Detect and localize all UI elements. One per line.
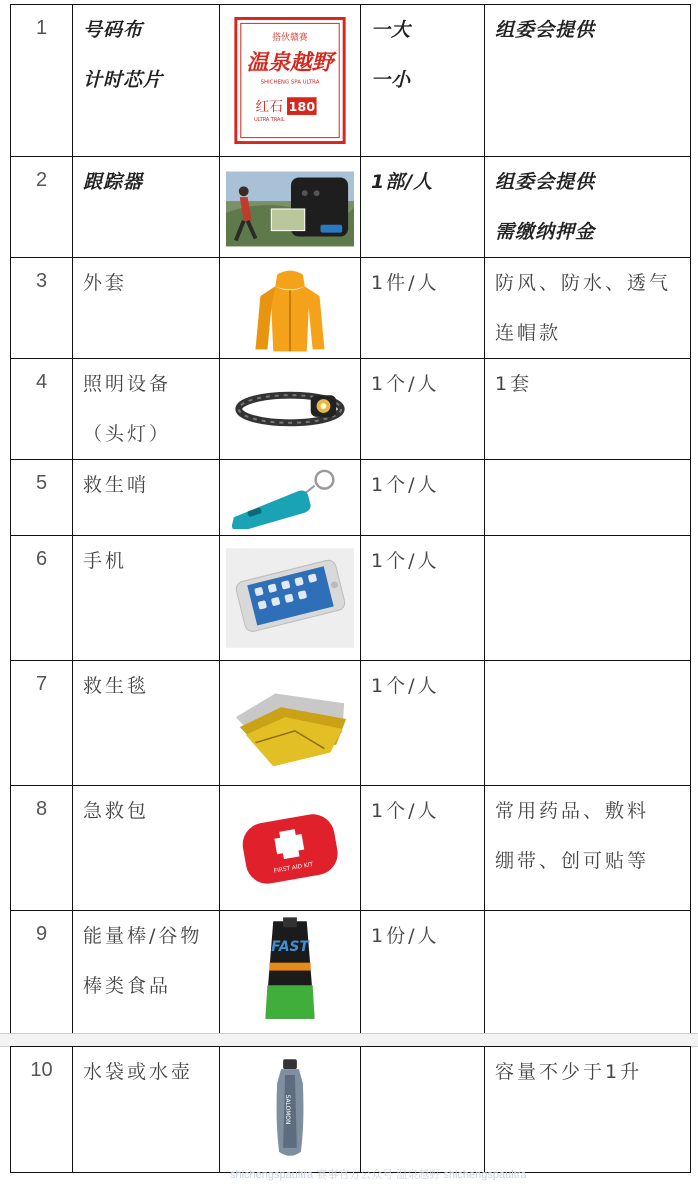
table-row	[11, 1047, 691, 1173]
item-image-cell	[220, 536, 361, 661]
item-quantity	[361, 911, 485, 1036]
watermark: shichengspaultra 赛事官方公众号 温泉越野 shichengspaultra	[230, 1169, 527, 1181]
item-name-line: 跟踪器	[83, 171, 144, 193]
item-note	[485, 5, 691, 157]
table-row	[11, 5, 691, 157]
page-break-separator	[0, 1033, 698, 1047]
table-row	[11, 786, 691, 911]
item-note	[485, 258, 691, 359]
item-name-line: 照明设备	[83, 373, 172, 395]
row-number: 4	[11, 359, 73, 460]
item-note-line: 连帽款	[495, 322, 562, 344]
item-note-line: 需缴纳押金	[495, 221, 596, 243]
row-number: 6	[11, 536, 73, 661]
svg-text:温泉越野: 温泉越野	[246, 50, 334, 76]
item-note	[485, 661, 691, 786]
item-quantity-line: 1个/人	[371, 474, 440, 496]
table-row	[11, 460, 691, 536]
item-quantity	[361, 258, 485, 359]
item-note-line: 绷带、创可贴等	[495, 850, 650, 872]
soft-flask-photo	[226, 1053, 354, 1166]
item-name-line: 能量棒/谷物	[83, 925, 203, 947]
svg-text:SALOMON: SALOMON	[284, 1094, 291, 1125]
item-note-line: 组委会提供	[495, 19, 596, 41]
item-quantity-line: 1部/人	[371, 171, 434, 193]
item-name	[73, 786, 220, 911]
item-name	[73, 1047, 220, 1173]
item-name-line: 救生哨	[83, 474, 150, 496]
row-number: 9	[11, 911, 73, 1036]
item-quantity-line: 1个/人	[371, 550, 440, 572]
svg-text:SHICHENG SPA ULTRA: SHICHENG SPA ULTRA	[260, 79, 320, 86]
item-note-line: 容量不少于1升	[495, 1061, 643, 1083]
item-quantity-line: 一小	[371, 69, 412, 91]
item-name	[73, 359, 220, 460]
item-note-line: 常用药品、敷料	[495, 800, 650, 822]
item-name-line: （头灯）	[83, 423, 172, 445]
item-name-line: 号码布	[83, 19, 144, 41]
item-note	[485, 359, 691, 460]
table-row	[11, 258, 691, 359]
table-row	[11, 536, 691, 661]
item-name	[73, 258, 220, 359]
headlamp-photo	[226, 365, 354, 453]
item-name-line: 水袋或水壶	[83, 1061, 194, 1083]
row-number: 10	[11, 1047, 73, 1173]
item-image-cell	[220, 661, 361, 786]
orange-jacket-photo	[226, 264, 354, 352]
item-quantity-line: 1个/人	[371, 675, 440, 697]
item-note	[485, 786, 691, 911]
svg-text:搭伙赣赛: 搭伙赣赛	[272, 33, 308, 44]
svg-text:FIRST AID KIT: FIRST AID KIT	[273, 861, 314, 875]
smartphone-photo	[226, 542, 354, 654]
item-name-line: 手机	[83, 550, 128, 572]
item-quantity-line: 一大	[371, 19, 412, 41]
row-number: 2	[11, 157, 73, 258]
item-image-cell	[220, 258, 361, 359]
item-quantity	[361, 661, 485, 786]
item-quantity	[361, 5, 485, 157]
item-name-line: 棒类食品	[83, 975, 172, 997]
item-image-cell	[220, 1047, 361, 1173]
item-quantity-line: 1个/人	[371, 373, 440, 395]
equipment-table-continued	[10, 1046, 691, 1173]
item-note-line: 组委会提供	[495, 171, 596, 193]
item-quantity-line: 1件/人	[371, 272, 440, 294]
item-note	[485, 157, 691, 258]
item-name-line: 救生毯	[83, 675, 150, 697]
item-image-cell	[220, 157, 361, 258]
emergency-blanket-photo	[226, 667, 354, 779]
row-number: 8	[11, 786, 73, 911]
item-note-line: 1套	[495, 373, 533, 395]
svg-text:红石: 红石	[255, 99, 284, 116]
gps-tracker-photo	[226, 163, 354, 251]
first-aid-kit-photo	[226, 792, 354, 904]
item-note	[485, 1047, 691, 1173]
svg-text:180: 180	[288, 100, 316, 116]
item-name-line: 急救包	[83, 800, 150, 822]
item-image-cell	[220, 460, 361, 536]
item-name-line: 外套	[83, 272, 128, 294]
row-number: 5	[11, 460, 73, 536]
item-name	[73, 157, 220, 258]
equipment-table	[10, 4, 691, 1036]
item-quantity-line: 1个/人	[371, 800, 440, 822]
item-name-line: 计时芯片	[83, 69, 164, 91]
row-number: 7	[11, 661, 73, 786]
item-quantity	[361, 460, 485, 536]
item-quantity	[361, 786, 485, 911]
item-image-cell	[220, 5, 361, 157]
table-row	[11, 157, 691, 258]
item-name	[73, 536, 220, 661]
energy-gel-photo	[226, 917, 354, 1029]
item-quantity	[361, 157, 485, 258]
item-quantity	[361, 536, 485, 661]
item-image-cell	[220, 359, 361, 460]
row-number: 1	[11, 5, 73, 157]
svg-text:ULTRA TRAIL: ULTRA TRAIL	[254, 116, 285, 123]
table-row	[11, 661, 691, 786]
item-name	[73, 911, 220, 1036]
table-row	[11, 911, 691, 1036]
svg-text:FAST: FAST	[271, 938, 309, 955]
item-image-cell	[220, 786, 361, 911]
item-quantity	[361, 1047, 485, 1173]
item-note-line: 防风、防水、透气	[495, 272, 672, 294]
item-note	[485, 460, 691, 536]
item-quantity-line: 1份/人	[371, 925, 440, 947]
table-row	[11, 359, 691, 460]
whistle-photo	[226, 466, 354, 529]
item-image-cell	[220, 911, 361, 1036]
row-number: 3	[11, 258, 73, 359]
item-name	[73, 5, 220, 157]
race-bib-logo	[226, 11, 354, 150]
item-note	[485, 536, 691, 661]
item-quantity	[361, 359, 485, 460]
item-name	[73, 661, 220, 786]
item-name	[73, 460, 220, 536]
item-note	[485, 911, 691, 1036]
